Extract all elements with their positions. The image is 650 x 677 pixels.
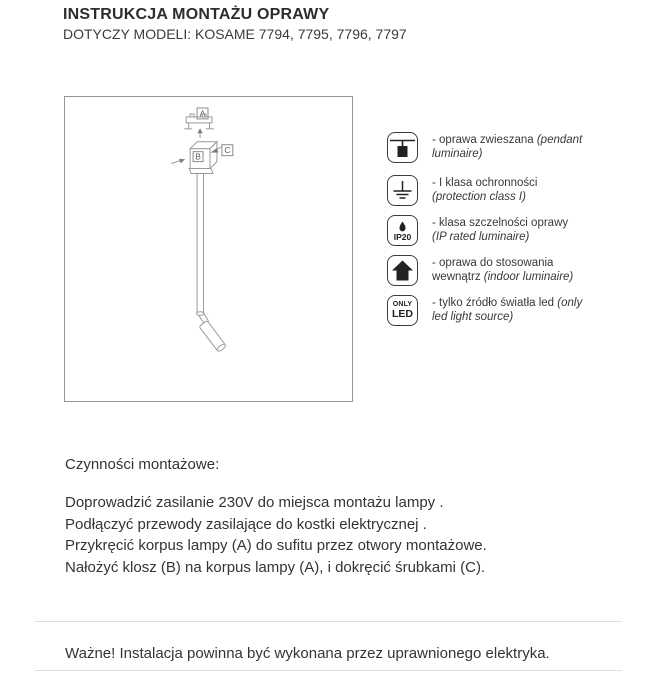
lamp-drawing-icon <box>65 97 352 401</box>
divider-line <box>35 670 622 671</box>
instruction-steps <box>65 492 605 579</box>
only-led-badge-bottom: LED <box>392 308 413 320</box>
instructions-heading: Czynności montażowe: <box>65 456 220 473</box>
assembly-direction-arrow <box>197 128 202 137</box>
diagram-label-c: C <box>224 145 231 156</box>
instruction-step: Nałożyć klosz (B) na korpus lampy (A), i dokręcić śrubkami (C). <box>65 559 486 577</box>
led-head-drawing <box>199 320 226 352</box>
legend-row-indoor <box>387 255 584 286</box>
only-led-icon <box>387 295 418 326</box>
warning-text: Ważne! Instalacja powinna być wykonana przez uprawnionego elektryka. <box>65 645 550 662</box>
page-subtitle: DOTYCZY MODELI: KOSAME 7794, 7795, 7796, 7797 <box>63 26 407 42</box>
legend-row-only-led <box>387 295 584 326</box>
page-title: INSTRUKCJA MONTAŻU OPRAWY <box>63 6 330 23</box>
legend-text-protection-class: - I klasa ochronności (protection class I) <box>432 177 538 203</box>
suspension-rod-drawing <box>196 174 204 316</box>
ip20-badge: IP20 <box>393 231 412 242</box>
canopy-drawing <box>189 142 217 174</box>
legend-row-protection-class <box>387 175 584 206</box>
protection-class-1-icon <box>387 175 418 206</box>
only-led-badge-top: ONLY <box>392 301 413 308</box>
legend-text-ip20: - klasa szczelności oprawy (IP rated luminaire) <box>432 217 569 243</box>
diagram-label-a: A <box>199 108 206 119</box>
legend-text-pendant: - oprawa zwieszana (pendant luminaire) <box>432 134 583 160</box>
legend-row-ip20 <box>387 215 584 246</box>
pendant-luminaire-icon <box>387 132 418 163</box>
divider-line <box>35 621 622 622</box>
ip20-icon <box>387 215 418 246</box>
indoor-house-icon <box>387 255 418 286</box>
diagram-label-b: B <box>195 151 201 162</box>
legend-text-indoor: - oprawa do stosowania wewnątrz (indoor luminaire) <box>432 257 574 283</box>
screw-left-drawing <box>171 159 185 164</box>
legend-text-only-led: - tylko źródło światła led (only led light source) <box>432 297 583 323</box>
legend-row-pendant <box>387 132 584 163</box>
lamp-assembly-diagram <box>64 96 353 402</box>
instruction-step: Doprowadzić zasilanie 230V do miejsca montażu lampy . <box>65 494 444 511</box>
instruction-step: Podłączyć przewody zasilające do kostki elektrycznej . <box>65 515 427 533</box>
instruction-step: Przykręcić korpus lampy (A) do sufitu przez otwory montażowe. <box>65 537 487 555</box>
